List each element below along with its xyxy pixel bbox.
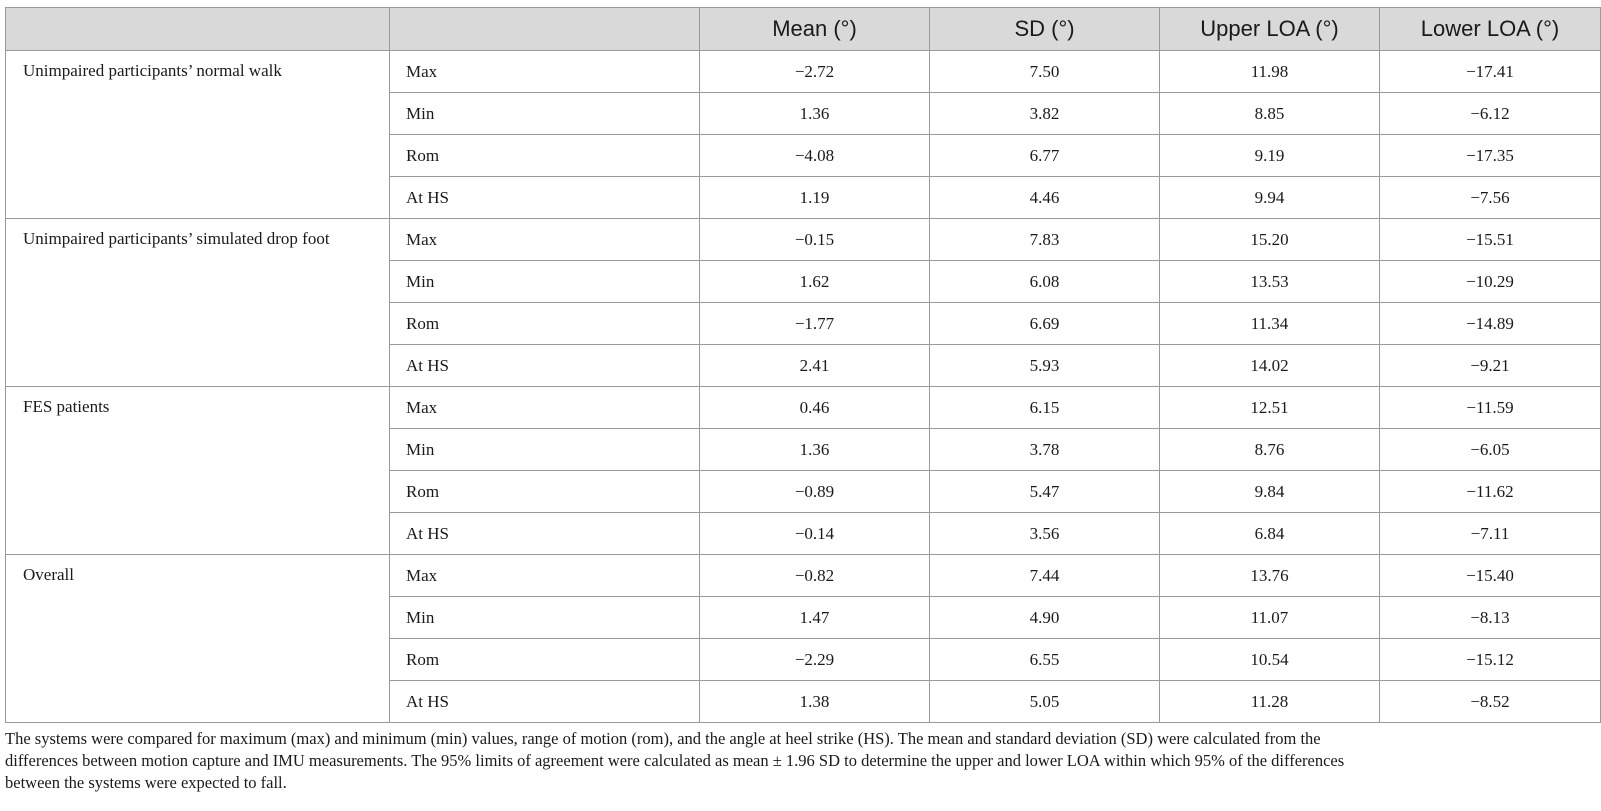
upper-loa-cell: 12.51 bbox=[1160, 387, 1380, 429]
lower-loa-cell: −14.89 bbox=[1380, 303, 1601, 345]
lower-loa-cell: −11.59 bbox=[1380, 387, 1601, 429]
lower-loa-cell: −15.40 bbox=[1380, 555, 1601, 597]
mean-cell: −0.89 bbox=[700, 471, 930, 513]
lower-loa-cell: −15.51 bbox=[1380, 219, 1601, 261]
sd-cell: 6.15 bbox=[930, 387, 1160, 429]
metric-cell: Min bbox=[390, 261, 700, 303]
mean-cell: −0.82 bbox=[700, 555, 930, 597]
group-label: Unimpaired participants’ normal walk bbox=[6, 51, 390, 219]
group-label: Overall bbox=[6, 555, 390, 723]
metric-cell: Min bbox=[390, 429, 700, 471]
mean-cell: 1.38 bbox=[700, 681, 930, 723]
metric-cell: Max bbox=[390, 387, 700, 429]
metric-cell: Rom bbox=[390, 135, 700, 177]
sd-cell: 3.56 bbox=[930, 513, 1160, 555]
metric-cell: Rom bbox=[390, 471, 700, 513]
lower-loa-cell: −9.21 bbox=[1380, 345, 1601, 387]
mean-cell: −0.15 bbox=[700, 219, 930, 261]
lower-loa-cell: −17.35 bbox=[1380, 135, 1601, 177]
sd-cell: 6.55 bbox=[930, 639, 1160, 681]
metric-cell: Max bbox=[390, 219, 700, 261]
metric-cell: At HS bbox=[390, 513, 700, 555]
upper-loa-cell: 10.54 bbox=[1160, 639, 1380, 681]
metric-cell: At HS bbox=[390, 345, 700, 387]
mean-cell: 0.46 bbox=[700, 387, 930, 429]
header-upper-loa: Upper LOA (°) bbox=[1160, 8, 1380, 51]
upper-loa-cell: 9.19 bbox=[1160, 135, 1380, 177]
document bbox=[5, 7, 1560, 811]
mean-cell: 1.47 bbox=[700, 597, 930, 639]
sd-cell: 7.50 bbox=[930, 51, 1160, 93]
metric-cell: Rom bbox=[390, 639, 700, 681]
sd-cell: 3.78 bbox=[930, 429, 1160, 471]
metric-cell: Max bbox=[390, 555, 700, 597]
upper-loa-cell: 8.85 bbox=[1160, 93, 1380, 135]
upper-loa-cell: 8.76 bbox=[1160, 429, 1380, 471]
mean-cell: 2.41 bbox=[700, 345, 930, 387]
metric-cell: Min bbox=[390, 93, 700, 135]
table-footnote: The systems were compared for maximum (max) and minimum (min) values, range of motion (rom), and the angle at heel strike (HS). The mean and standard deviation (SD) were calculated from the differences between motion capture and IMU measurements. The 95% limits of agreement were calculated as mean ± 1.96 SD to determine the upper and lower LOA within which 95% of the differences between the systems were expected to fall. bbox=[5, 729, 1345, 792]
upper-loa-cell: 9.94 bbox=[1160, 177, 1380, 219]
lower-loa-cell: −8.52 bbox=[1380, 681, 1601, 723]
upper-loa-cell: 13.53 bbox=[1160, 261, 1380, 303]
sd-cell: 6.77 bbox=[930, 135, 1160, 177]
sd-cell: 5.05 bbox=[930, 681, 1160, 723]
lower-loa-cell: −7.11 bbox=[1380, 513, 1601, 555]
header-lower-loa: Lower LOA (°) bbox=[1380, 8, 1601, 51]
header-metric bbox=[390, 8, 700, 51]
upper-loa-cell: 15.20 bbox=[1160, 219, 1380, 261]
mean-cell: 1.36 bbox=[700, 429, 930, 471]
group-label: FES patients bbox=[6, 387, 390, 555]
metric-cell: Rom bbox=[390, 303, 700, 345]
mean-cell: −2.72 bbox=[700, 51, 930, 93]
table-row bbox=[6, 387, 1601, 429]
lower-loa-cell: −7.56 bbox=[1380, 177, 1601, 219]
upper-loa-cell: 11.07 bbox=[1160, 597, 1380, 639]
group-label: Unimpaired participants’ simulated drop foot bbox=[6, 219, 390, 387]
mean-cell: 1.62 bbox=[700, 261, 930, 303]
header-group bbox=[6, 8, 390, 51]
lower-loa-cell: −6.05 bbox=[1380, 429, 1601, 471]
header-row bbox=[6, 8, 1601, 51]
table-row bbox=[6, 555, 1601, 597]
mean-cell: −2.29 bbox=[700, 639, 930, 681]
sd-cell: 4.46 bbox=[930, 177, 1160, 219]
sd-cell: 5.93 bbox=[930, 345, 1160, 387]
upper-loa-cell: 6.84 bbox=[1160, 513, 1380, 555]
sd-cell: 7.83 bbox=[930, 219, 1160, 261]
mean-cell: 1.19 bbox=[700, 177, 930, 219]
lower-loa-cell: −15.12 bbox=[1380, 639, 1601, 681]
sd-cell: 4.90 bbox=[930, 597, 1160, 639]
upper-loa-cell: 9.84 bbox=[1160, 471, 1380, 513]
lower-loa-cell: −10.29 bbox=[1380, 261, 1601, 303]
mean-cell: −0.14 bbox=[700, 513, 930, 555]
lower-loa-cell: −6.12 bbox=[1380, 93, 1601, 135]
upper-loa-cell: 11.34 bbox=[1160, 303, 1380, 345]
metric-cell: Max bbox=[390, 51, 700, 93]
mean-cell: −1.77 bbox=[700, 303, 930, 345]
sd-cell: 6.69 bbox=[930, 303, 1160, 345]
upper-loa-cell: 14.02 bbox=[1160, 345, 1380, 387]
table-row bbox=[6, 219, 1601, 261]
results-table bbox=[5, 7, 1601, 723]
lower-loa-cell: −17.41 bbox=[1380, 51, 1601, 93]
sd-cell: 3.82 bbox=[930, 93, 1160, 135]
mean-cell: −4.08 bbox=[700, 135, 930, 177]
sd-cell: 7.44 bbox=[930, 555, 1160, 597]
upper-loa-cell: 13.76 bbox=[1160, 555, 1380, 597]
sd-cell: 6.08 bbox=[930, 261, 1160, 303]
lower-loa-cell: −11.62 bbox=[1380, 471, 1601, 513]
mean-cell: 1.36 bbox=[700, 93, 930, 135]
metric-cell: At HS bbox=[390, 177, 700, 219]
upper-loa-cell: 11.28 bbox=[1160, 681, 1380, 723]
header-mean: Mean (°) bbox=[700, 8, 930, 51]
upper-loa-cell: 11.98 bbox=[1160, 51, 1380, 93]
lower-loa-cell: −8.13 bbox=[1380, 597, 1601, 639]
table-row bbox=[6, 51, 1601, 93]
metric-cell: Min bbox=[390, 597, 700, 639]
metric-cell: At HS bbox=[390, 681, 700, 723]
header-sd: SD (°) bbox=[930, 8, 1160, 51]
sd-cell: 5.47 bbox=[930, 471, 1160, 513]
